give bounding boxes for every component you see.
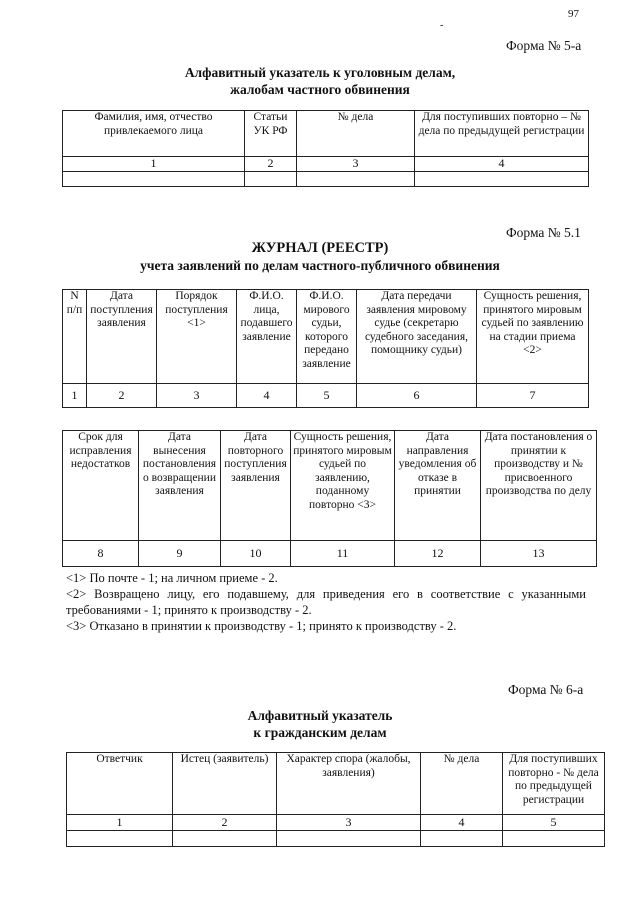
column-number-row [63,384,589,408]
table-header-row [63,111,589,157]
column-number: 4 [415,157,589,172]
header-cell: Ф.И.О. лица, подавшего заявление [237,290,297,384]
stray-mark: - [440,20,444,31]
column-number: 1 [63,384,87,408]
form-51-table-1 [62,289,589,408]
header-cell: Сущность решения, принятого мировым судьей по заявлению на стадии приема <2> [477,290,589,384]
column-number: 2 [87,384,157,408]
footnote-2: <2> Возвращено лицу, его подавшему, для приведения его в соответствие с указанными требованиями - 1; принято к производству - 2. [66,587,586,617]
empty-row [67,831,605,847]
form-51-title-line1: ЖУРНАЛ (РЕЕСТР) [251,240,389,256]
form-6a-title-line1: Алфавитный указатель [247,708,393,723]
footnote-1: <1> По почте - 1; на личном приеме - 2. [66,571,278,585]
column-number: 9 [139,541,221,567]
header-cell: Характер спора (жалобы, заявления) [277,753,421,815]
form-51-table-2 [62,430,597,567]
table-header-row [63,431,597,541]
column-number: 4 [237,384,297,408]
column-number-row [63,541,597,567]
empty-cell [67,831,173,847]
header-cell: Статьи УК РФ [245,111,297,157]
table-header-row [67,753,605,815]
column-number-row [63,157,589,172]
empty-cell [421,831,503,847]
header-cell: № дела [297,111,415,157]
form-6a-table [66,752,605,847]
form-5a-label: Форма № 5-а [506,38,582,53]
header-cell: N п/п [63,290,87,384]
column-number: 3 [157,384,237,408]
column-number: 4 [421,815,503,831]
column-number: 12 [395,541,481,567]
form-5a-table [62,110,589,187]
header-cell: Дата повторного поступления заявления [221,431,291,541]
column-number: 2 [245,157,297,172]
empty-cell [173,831,277,847]
header-cell: Ф.И.О. мирового судьи, которого передано заявление [297,290,357,384]
header-cell: Для поступивших повторно – № дела по предыдущей регистрации [415,111,589,157]
form-51-title [0,240,640,274]
header-cell: Истец (заявитель) [173,753,277,815]
column-number: 5 [503,815,605,831]
form-5a-title-line2: жалобам частного обвинения [230,82,410,97]
form-51-label: Форма № 5.1 [506,225,581,240]
empty-cell [415,172,589,187]
form-6a-title-line2: к гражданским делам [253,725,387,740]
header-cell: Дата постановления о принятии к производству и № присвоенного производства по делу [481,431,597,541]
form-5a-title [0,64,640,98]
empty-cell [245,172,297,187]
column-number: 1 [67,815,173,831]
header-cell: Фамилия, имя, отчество привлекаемого лица [63,111,245,157]
form-6a-label: Форма № 6-а [508,682,584,697]
form-5a-title-line1: Алфавитный указатель к уголовным делам, [184,65,456,80]
header-cell: Ответчик [67,753,173,815]
header-cell: Порядок поступления <1> [157,290,237,384]
footnote-3: <3> Отказано в принятии к производству - 1; принято к производству - 2. [66,619,457,633]
column-number-row [67,815,605,831]
form-6a-title [0,707,640,741]
header-cell: Дата поступления заявления [87,290,157,384]
page-number: 97 [568,8,579,20]
form-51-title-line2: учета заявлений по делам частного-публичного обвинения [140,258,500,273]
column-number: 6 [357,384,477,408]
empty-cell [297,172,415,187]
column-number: 1 [63,157,245,172]
empty-cell [63,172,245,187]
column-number: 8 [63,541,139,567]
empty-row [63,172,589,187]
header-cell: Для поступивших повторно - № дела по предыдущей регистрации [503,753,605,815]
header-cell: Дата передачи заявления мировому судье (секретарю судебного заседания, помощнику судьи) [357,290,477,384]
header-cell: Сущность решения, принятого мировым судьей по заявлению, поданному повторно <3> [291,431,395,541]
column-number: 13 [481,541,597,567]
table-header-row [63,290,589,384]
column-number: 3 [297,157,415,172]
column-number: 2 [173,815,277,831]
empty-cell [503,831,605,847]
column-number: 7 [477,384,589,408]
column-number: 11 [291,541,395,567]
header-cell: Дата направления уведомления об отказе в принятии [395,431,481,541]
footnotes [66,570,586,634]
header-cell: Дата вынесения постановления о возвращении заявления [139,431,221,541]
header-cell: № дела [421,753,503,815]
column-number: 5 [297,384,357,408]
column-number: 3 [277,815,421,831]
column-number: 10 [221,541,291,567]
empty-cell [277,831,421,847]
header-cell: Срок для исправления недостатков [63,431,139,541]
